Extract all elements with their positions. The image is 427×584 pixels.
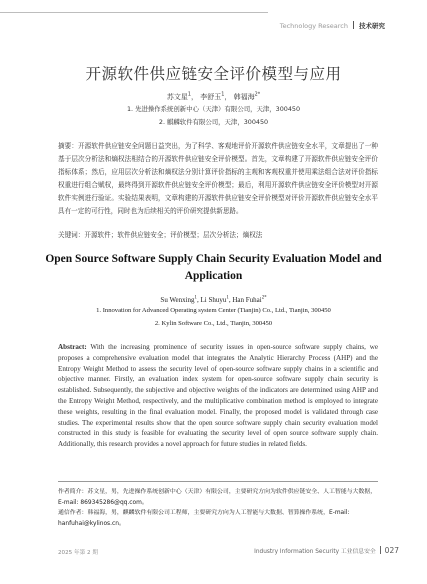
author-name: 苏文星 (166, 93, 188, 101)
header-rule (0, 12, 268, 13)
page-title-cn: 开源软件供应链安全评价模型与应用 (85, 65, 342, 83)
author-list-cn: 苏文星$^1$， 李舒玉$^1$， 韩福海$^{2*}$ (166, 91, 261, 101)
author-list-en (0, 296, 427, 304)
header-section-cn: 技术研究 (359, 22, 385, 30)
author-affiliation-mark: 1 (226, 295, 229, 301)
author-affiliation-mark: 1 (194, 295, 197, 301)
footnote-rule (58, 481, 378, 482)
footnote-text: 苏文星，男，先进操作系统创新中心（天津）有限公司，主要研究方向为软件供应链安全、人工智能与大数据，E-mail: 869345286@qq.com。 (58, 489, 377, 506)
author-affiliation-mark: 1 (221, 91, 225, 98)
footnote-author-bio (58, 487, 380, 508)
page-title-en: Open Source Software Supply Chain Security Evaluation Model and Application (45, 253, 382, 282)
header-section-en: Technology Research (279, 22, 348, 30)
footnotes (58, 487, 380, 529)
keywords-cn-label: 关键词： (58, 231, 85, 239)
author-separator: , (228, 296, 233, 304)
affiliation-en-1: 1. Innovation for Advanced Operating system Center (Tianjin) Co., Ltd., Tianjin, 300450 (96, 307, 331, 314)
journal-footer (254, 546, 399, 555)
abstract-en (58, 342, 378, 450)
abstract-cn-label: 摘要： (58, 142, 79, 150)
abstract-en-text: With the increasing prominence of security issues in open-source software supply chains, we proposes a comprehensive evaluation model that integrates the Analytic Hierarchy Process (AHP) and the Entropy Weight Method to assess the security level of open-source software supply chains in a scientific and objective manner. Firstly, an evaluation index system for open-source software supply chain security is established. Subsequently, the subjective and objective weights of the indicators are determined using AHP and the Entropy Weight Method, respectively, and the multiplicative combination method is employed to integrate these weights, resulting in the final evaluation model. Finally, the proposed model is validated through case studies. The experimental results show that the open source software supply chain security evaluation model constructed in this study is feasible for evaluating the security level of open source software supply chain. Additionally, this research provides a novel approach for future studies in related fields. (58, 343, 378, 449)
author-name: Li Shuyu (200, 296, 227, 304)
keywords-cn-text: 开源软件；软件供应链安全；评价模型；层次分析法；熵权法 (84, 231, 263, 239)
footer-divider (380, 546, 381, 554)
abstract-cn-text: 开源软件供应链安全问题日益突出，为了科学、客观地评价开源软件供应链安全水平，文章提出了一种基于层次分析法和熵权法相结合的开源软件供应链安全评价模型。首先，文章构建了开源软件供应链安全评价指标体系；然后，应用层次分析法和熵权法分别计算评价指标的主观和客观权重并使用乘法组合法对评价指标权重进行组合赋权，最终得到开源软件供应链安全评价模型；最后，利用开源软件供应链安全评价模型对开源软件实例进行验证。实验结果表明，文章构建的开源软件供应链安全评价模型对评价开源软件供应链安全水平具有一定的可行性，同时也为后续相关的评价研究提供新思路。 (58, 142, 379, 215)
abstract-cn (58, 140, 378, 218)
author-name: Han Fuhai (232, 296, 262, 304)
running-header (280, 21, 385, 30)
author-name: 韩福海 (233, 93, 255, 101)
footnote-label: 通信作者： (58, 510, 88, 516)
author-affiliation-mark: 1 (187, 91, 191, 98)
footnote-text: 韩福海，男，麒麟软件有限公司工程师，主要研究方向为人工智能与大数据、智算操作系统，E-mail: hanfuhai@kylinos.cn。 (58, 510, 350, 527)
header-divider (353, 21, 354, 29)
issue-label: 2025 年第 2 期 (58, 550, 98, 556)
author-affiliation-mark: 2* (254, 91, 261, 98)
keywords-cn (58, 229, 378, 239)
footnote-label: 作者简介： (58, 489, 88, 495)
author-name: Su Wenxing (160, 296, 195, 304)
abstract-en-label: Abstract: (58, 343, 87, 351)
footnote-corresponding-author (58, 508, 380, 529)
author-name: 李舒玉 (200, 93, 222, 101)
author-separator: , (197, 296, 201, 304)
journal-name: Industry Information Security 工业信息安全 (254, 549, 376, 555)
affiliation-cn-1: 1. 先进操作系统创新中心（天津）有限公司，天津，300450 (126, 105, 301, 113)
affiliation-en-2: 2. Kylin Software Co., Ltd., Tianjin, 300450 (154, 320, 273, 327)
affiliation-cn-2: 2. 麒麟软件有限公司，天津，300450 (158, 118, 269, 126)
author-affiliation-mark: 2* (261, 295, 267, 301)
page-number: 027 (384, 546, 399, 555)
